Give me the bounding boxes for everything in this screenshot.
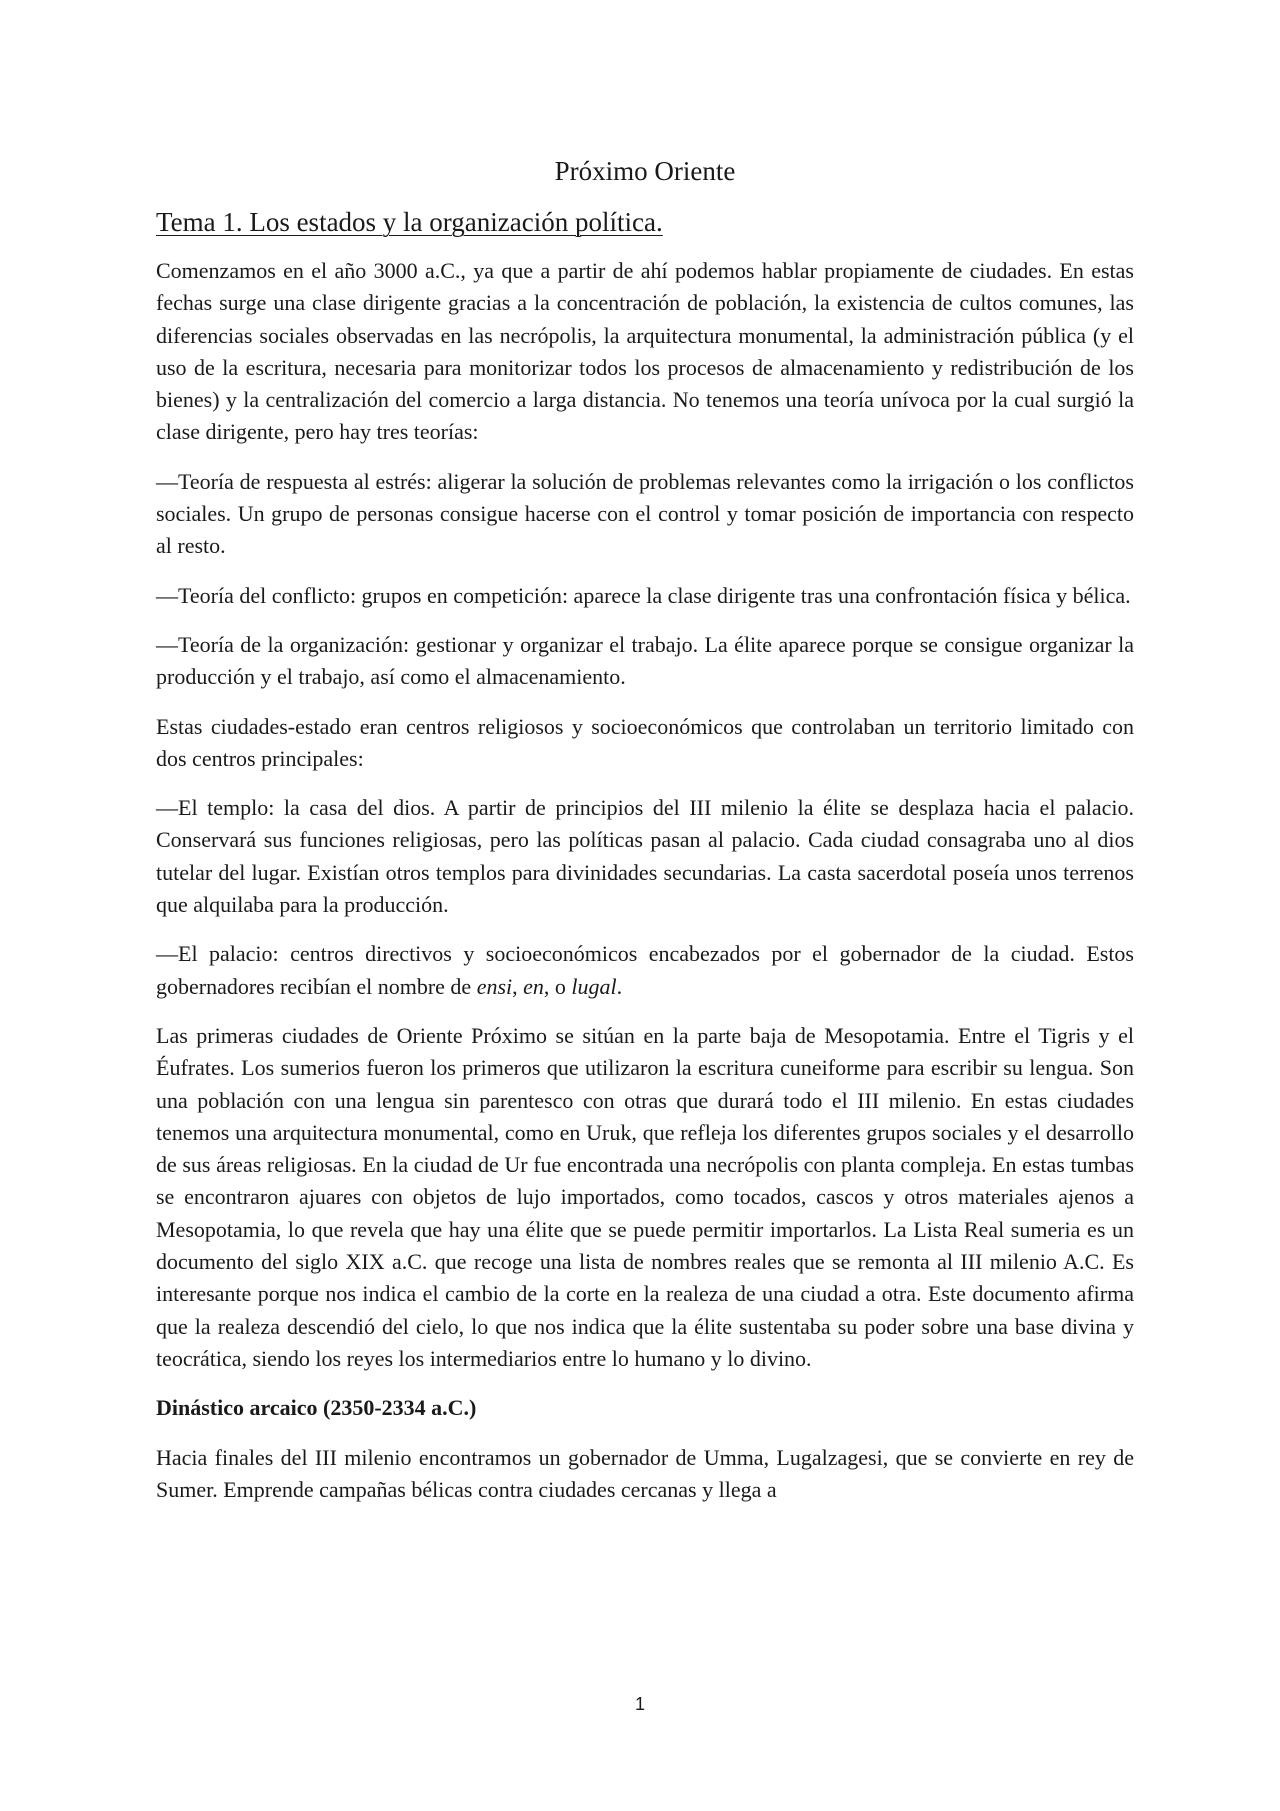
section-heading: Tema 1. Los estados y la organización política. (156, 207, 663, 237)
term-en: en (523, 973, 544, 999)
paragraph-city-states: Estas ciudades-estado eran centros religiosos y socioeconómicos que controlaban un territorio limitado con dos centros principales: (156, 713, 1134, 771)
paragraph-lugalzagesi: Hacia finales del III milenio encontramos un gobernador de Umma, Lugalzagesi, que se convierte en rey de Sumer. Emprende campañas bélicas contra ciudades cercanas y llega a (156, 1444, 1134, 1502)
term-ensi: ensi (476, 973, 513, 999)
paragraph-theory-conflict: —Teoría del conflicto: grupos en competición: aparece la clase dirigente tras una confrontación física y bélica. (156, 582, 1131, 608)
palace-separator-1: , (512, 973, 524, 999)
page-content (156, 154, 1134, 1523)
paragraph-palace (156, 938, 1134, 1003)
page-number: 1 (634, 1694, 645, 1714)
document-title: Próximo Oriente (554, 156, 736, 186)
palace-text-after: . (616, 973, 623, 999)
palace-separator-2: , o (543, 973, 572, 999)
paragraph-temple: —El templo: la casa del dios. A partir de principios del III milenio la élite se desplaza hacia el palacio. Conservará sus funciones religiosas, pero las políticas pasan al palacio. Cada ciudad consagraba uno al dios tutelar del lugar. Existían otros templos para divinidades secundarias. La casta sacerdotal poseía unos terrenos que alquilaba para la producción. (156, 795, 1134, 918)
palace-text-before: —El palacio: centros directivos y socioeconómicos encabezados por el gobernador de la ciudad. Estos gobernadores recibían el nombre de (156, 941, 1134, 999)
subheading-archaic-dynastic: Dinástico arcaico (2350-2334 a.C.) (156, 1395, 477, 1421)
paragraph-introduction: Comenzamos en el año 3000 a.C., ya que a partir de ahí podemos hablar propiamente de ciudades. En estas fechas surge una clase dirigente gracias a la concentración de población, la existencia de cultos comunes, las diferencias sociales observadas en las necrópolis, la arquitectura monumental, la administración pública (y el uso de la escritura, necesaria para monitorizar todos los procesos de almacenamiento y redistribución de los bienes) y la centralización del comercio a larga distancia. No tenemos una teoría unívoca por la cual surgió la clase dirigente, pero hay tres teorías: (156, 258, 1134, 445)
term-lugal: lugal (571, 973, 617, 999)
paragraph-sumerian-cities: Las primeras ciudades de Oriente Próximo se sitúan en la parte baja de Mesopotamia. Entre el Tigris y el Éufrates. Los sumerios fueron los primeros que utilizaron la escritura cuneiforme para escribir su lengua. Son una población con una lengua sin parentesco con otras que durará todo el III milenio. En estas ciudades tenemos una arquitectura monumental, como en Uruk, que refleja los diferentes grupos sociales y el desarrollo de sus áreas religiosas. En la ciudad de Ur fue encontrada una necrópolis con planta compleja. En estas tumbas se encontraron ajuares con objetos de lujo importados, como tocados, cascos y otros materiales ajenos a Mesopotamia, lo que revela que hay una élite que se puede permitir importarlos. La Lista Real sumeria es un documento del siglo XIX a.C. que recoge una lista de nombres reales que se remonta al III milenio A.C. Es interesante porque nos indica el cambio de la corte en la realeza de una ciudad a otra. Este documento afirma que la realeza descendió del cielo, lo que nos indica que la élite sustentaba su poder sobre una base divina y teocrática, siendo los reyes los intermediarios entre lo humano y lo divino. (156, 1022, 1134, 1371)
paragraph-theory-organization: —Teoría de la organización: gestionar y organizar el trabajo. La élite aparece porque se consigue organizar la producción y el trabajo, así como el almacenamiento. (156, 631, 1134, 690)
paragraph-theory-stress: —Teoría de respuesta al estrés: aligerar la solución de problemas relevantes como la irrigación o los conflictos sociales. Un grupo de personas consigue hacerse con el control y tomar posición de importancia con respecto al resto. (156, 468, 1134, 559)
